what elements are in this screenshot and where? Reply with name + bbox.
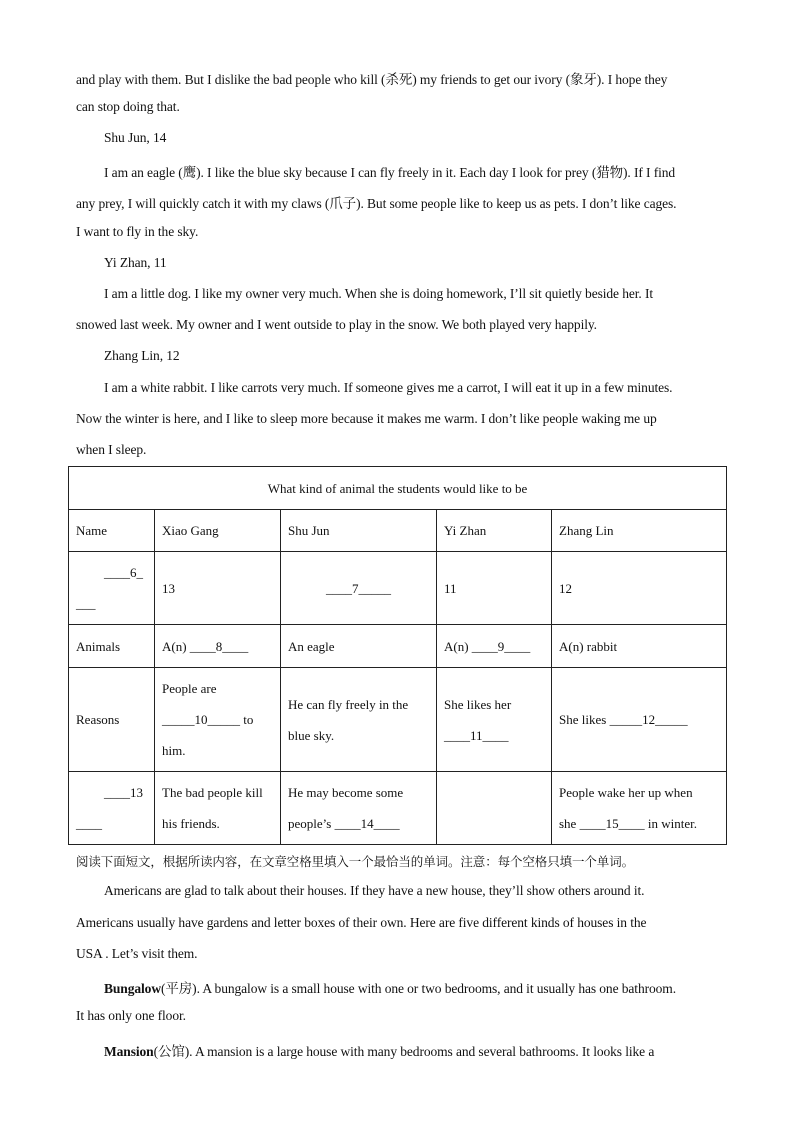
signature-shu-jun: Shu Jun, 14	[104, 130, 167, 145]
cell-text: People are	[162, 681, 217, 696]
cell-text: The bad people kill	[162, 785, 263, 800]
text-span: (公馆). A mansion is a large house with many bedrooms and several bathrooms. It looks like a	[153, 1044, 655, 1059]
cell-text: People wake her up when	[559, 785, 693, 800]
blank-6-tail: ___	[76, 596, 96, 611]
text-line: I am an eagle (鹰). I like the blue sky because I can fly freely in it. Each day I look for prey (猎物). If I find	[104, 165, 676, 180]
table-row	[69, 625, 727, 668]
cell-text: people’s	[288, 816, 335, 831]
table-cell	[155, 772, 281, 845]
cell-text: A(n)	[444, 638, 472, 654]
cell-text: his friends.	[162, 816, 220, 831]
blank-10: _____10_____	[162, 712, 240, 727]
table-cell	[437, 772, 552, 845]
term-bungalow: Bungalow	[104, 981, 161, 996]
instruction: 阅读下面短文，根据所读内容，在文章空格里填入一个最恰当的单词。注意：每个空格只填一个单词。	[76, 854, 635, 869]
row-header: Animals	[69, 625, 155, 668]
blank-9: ____9____	[471, 638, 531, 654]
row-header: Name	[69, 510, 155, 552]
text-line: and play with them. But I dislike the bad people who kill (杀死) my friends to get our ivory (象牙). I hope they	[76, 72, 668, 87]
table-cell	[155, 625, 281, 668]
text-line: any prey, I will quickly catch it with my claws (爪子). But some people like to keep us as pets. I don’t like cages.	[76, 196, 677, 211]
table-cell	[281, 772, 437, 845]
blank-15: ____15____	[579, 816, 645, 831]
table-cell	[437, 625, 552, 668]
table-cell: 11	[437, 552, 552, 625]
text-line	[104, 977, 676, 997]
table-cell: 13	[155, 552, 281, 625]
blank-12: _____12_____	[609, 712, 688, 727]
blank-6: ____6_	[104, 565, 143, 580]
table-row	[69, 668, 727, 772]
cell-text: him.	[162, 743, 186, 758]
cell-text: to	[240, 712, 254, 727]
cell-text: blue sky.	[288, 727, 335, 743]
table-title: What kind of animal the students would like to be	[69, 467, 727, 510]
text-line: when I sleep.	[76, 442, 147, 457]
cell-text: She likes	[559, 712, 610, 727]
table-cell	[552, 668, 727, 772]
text-line: Americans are glad to talk about their houses. If they have a new house, they’ll show others around it.	[104, 883, 645, 898]
blank-8: ____8____	[189, 638, 249, 654]
signature-yi-zhan: Yi Zhan, 11	[104, 255, 167, 270]
cell-text: He may become some	[288, 785, 404, 800]
table-cell	[552, 772, 727, 845]
table-cell: Shu Jun	[281, 510, 437, 552]
cell-text: she	[559, 816, 580, 831]
row-header	[69, 772, 155, 845]
table-row	[69, 510, 727, 552]
text-line: I am a little dog. I like my owner very much. When she is doing homework, I’ll sit quietly beside her. It	[104, 286, 654, 301]
table-cell: A(n) rabbit	[552, 625, 727, 668]
table-cell: Xiao Gang	[155, 510, 281, 552]
blank-14: ____14____	[334, 816, 400, 831]
term-mansion: Mansion	[104, 1044, 154, 1059]
signature-zhang-lin: Zhang Lin, 12	[104, 348, 180, 363]
text-line: USA . Let’s visit them.	[76, 946, 198, 961]
text-line	[104, 1040, 654, 1060]
table-cell: 12	[552, 552, 727, 625]
text-line: It has only one floor.	[76, 1008, 186, 1023]
text-line: I am a white rabbit. I like carrots very much. If someone gives me a carrot, I will eat it up in a few minutes.	[104, 380, 673, 395]
blank-11: ____11____	[444, 727, 509, 743]
text-line: Now the winter is here, and I like to sleep more because it makes me warm. I don’t like people waking me up	[76, 411, 657, 426]
table-cell	[155, 668, 281, 772]
text-line: can stop doing that.	[76, 99, 180, 114]
table-row	[69, 772, 727, 845]
cell-text: A(n)	[162, 638, 190, 654]
cell-text: She likes her	[444, 696, 512, 712]
blank-7: ____7_____	[281, 552, 437, 625]
text-line: Americans usually have gardens and letter boxes of their own. Here are five different kinds of houses in the	[76, 915, 647, 930]
table-row	[69, 552, 727, 625]
table-cell	[281, 668, 437, 772]
blank-13-tail: ____	[76, 816, 102, 831]
blank-13: ____13	[104, 785, 143, 800]
row-header	[69, 552, 155, 625]
animal-table	[68, 466, 727, 845]
table-row	[69, 467, 727, 510]
table-cell: Zhang Lin	[552, 510, 727, 552]
cell-text: in winter.	[644, 816, 697, 831]
cell-text: He can fly freely in the	[288, 696, 409, 712]
table-cell	[437, 668, 552, 772]
table-cell: Yi Zhan	[437, 510, 552, 552]
text-line: I want to fly in the sky.	[76, 224, 199, 239]
row-header: Reasons	[69, 668, 155, 772]
text-line: snowed last week. My owner and I went outside to play in the snow. We both played very happily.	[76, 317, 597, 332]
table-cell: An eagle	[281, 625, 437, 668]
text-span: (平房). A bungalow is a small house with one or two bedrooms, and it usually has one bathroom.	[160, 981, 676, 996]
